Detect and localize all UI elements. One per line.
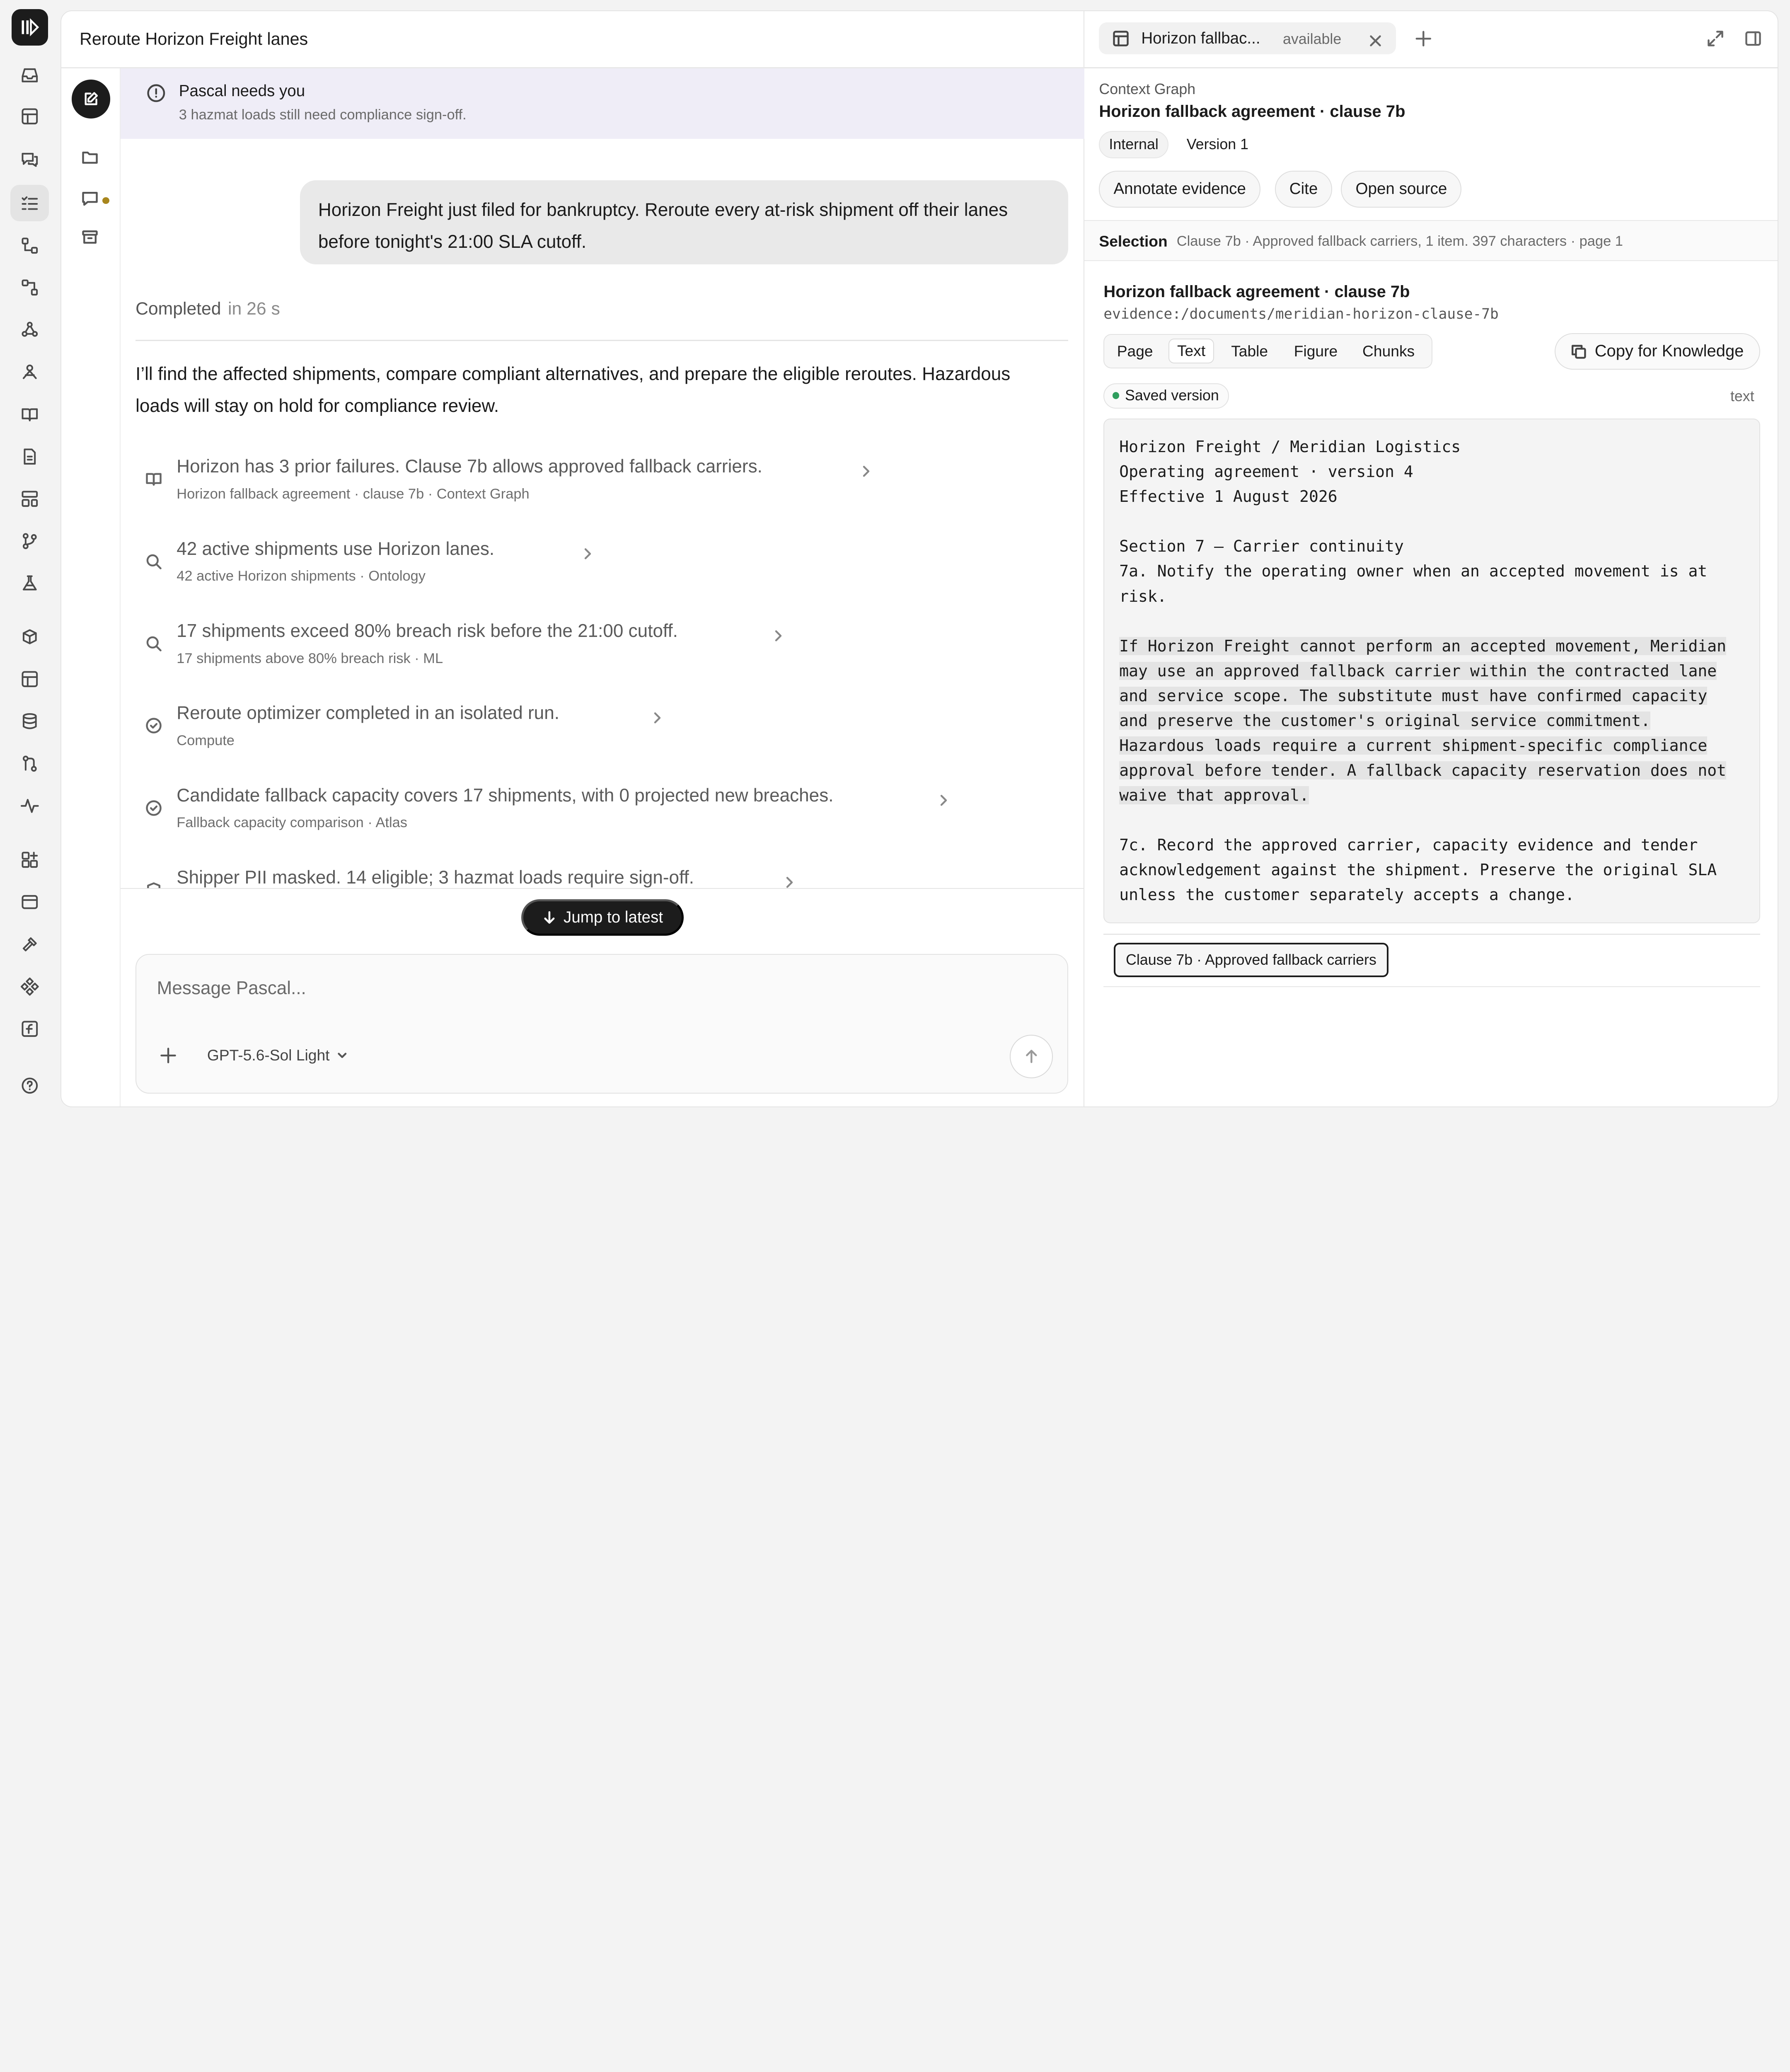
check-circle-icon [145,716,163,735]
chevron-right-icon [651,710,664,726]
hammer-icon [19,934,40,955]
document-line [1119,559,1744,583]
rail-monitoring[interactable] [10,788,49,824]
tab-status: available [1282,30,1342,47]
document-line [1119,833,1744,857]
collapse-panel-button[interactable] [1744,29,1762,48]
selection-summary: Clause 7b · Approved fallback carriers, 1 item. 397 characters · page 1 [1176,233,1623,249]
apps-icon [19,850,40,870]
panel-header-divider [1084,67,1779,68]
status-dot [1113,392,1120,399]
rail-knowledge[interactable] [10,396,49,433]
send-button[interactable] [1010,1035,1053,1078]
step-source: Horizon fallback agreement · clause 7b · Context Graph [177,486,530,502]
highlighted-clause-text: If Horizon Freight cannot perform an accepted movement, Meridian [1119,637,1727,655]
document-line [1119,484,1744,509]
rail-documents[interactable] [10,438,49,475]
view-tab-page[interactable]: Page [1117,342,1153,360]
copy-label: Copy for Knowledge [1594,342,1744,361]
document-line [1119,708,1744,733]
document-line [1119,584,1744,609]
highlighted-clause-text: and preserve the customer's original service commitment. [1119,711,1650,730]
rail-tasks[interactable] [10,185,49,221]
folder-icon [81,148,99,166]
clause-text: Section 7 — Carrier continuity [1119,537,1404,556]
format-label: text [1730,387,1754,404]
highlighted-clause-text: Hazardous loads require a current shipment-specific compliance [1119,736,1708,755]
view-tab-chunks[interactable]: Chunks [1362,342,1415,360]
new-conversation-button[interactable] [72,80,111,119]
clause-text: risk. [1119,587,1167,605]
document-line [1119,758,1744,783]
search-icon [145,634,163,653]
step-title: Shipper PII masked. 14 eligible; 3 hazmat loads require sign-off. [177,867,694,888]
rail-databases[interactable] [10,703,49,740]
step-title: Candidate fallback capacity covers 17 shipments, with 0 projected new breaches. [177,785,834,806]
agent-icon [19,362,40,382]
step-title: Horizon has 3 prior failures. Clause 7b allows approved fallback carriers. [177,456,762,477]
user-message: Horizon Freight just filed for bankruptcy. Reroute every at-risk shipment off their lanes before tonight's 21:00 SLA cutoff. [300,180,1068,265]
compose-icon [82,90,99,107]
view-tab-figure[interactable]: Figure [1294,342,1338,360]
document-line [1119,634,1744,658]
webhook-icon [19,320,40,340]
clause-text: unless the customer separately accepts a change. [1119,886,1575,904]
document-line [1119,882,1744,907]
close-icon [1369,34,1382,48]
plus-icon [159,1046,177,1065]
shield-icon [145,881,163,888]
book-icon [145,470,163,488]
evidence-panel [1084,11,1779,1108]
selected-reference-chip[interactable]: Clause 7b · Approved fallback carriers [1114,943,1388,977]
message-composer [135,954,1068,1093]
document-line [1119,683,1744,708]
highlighted-clause-text: and service scope. The substitute must have confirmed capacity [1119,686,1708,705]
document-line [1119,783,1744,808]
step-title: 42 active shipments use Horizon lanes. [177,538,495,559]
rail-apps[interactable] [10,842,49,878]
model-selector[interactable] [207,1046,348,1064]
rail-layout[interactable] [10,98,49,135]
view-switcher [1103,334,1432,368]
chevron-right-icon [772,628,785,644]
alert-circle-icon [146,83,167,104]
panel-tab[interactable] [1099,22,1396,54]
expand-panel-button[interactable] [1706,29,1725,48]
conversation-title: Reroute Horizon Freight lanes [80,29,308,48]
run-duration: in 26 s [228,299,280,319]
open-source-button[interactable]: Open source [1341,171,1461,207]
copy-icon [1571,344,1587,360]
tab-label: Horizon fallbac... [1141,29,1260,47]
tasks-icon [19,193,40,214]
run-status-label: Completed [135,299,221,319]
rail-packages[interactable] [10,619,49,655]
components-icon [19,976,40,997]
app-logo[interactable] [12,9,48,46]
step-title: Reroute optimizer completed in an isolated run. [177,703,559,724]
merge-icon [19,753,40,774]
workflow-icon [19,235,40,256]
document-path[interactable]: evidence:/documents/meridian-horizon-clause-7b [1103,305,1499,322]
document-line [1119,434,1744,459]
banner-title: Pascal needs you [179,82,305,100]
rail-branches[interactable] [10,523,49,559]
database-icon [19,711,40,732]
conversation-pane [61,11,1084,1108]
document-line [1119,609,1744,634]
conversation-rail [61,68,121,1108]
clause-text: 7c. Record the approved carrier, capacity evidence and tender [1119,836,1698,854]
activity-icon [19,796,40,816]
layout-icon [1112,29,1130,48]
main-card [60,10,1778,1108]
arrow-down-icon [542,910,557,925]
rail-pipelines[interactable] [10,269,49,306]
branch-icon [19,531,40,552]
document-line [1119,534,1744,559]
rail-webhooks[interactable] [10,312,49,348]
window-icon [19,892,40,913]
chevron-right-icon [859,463,873,479]
chevron-right-icon [937,792,951,808]
document-line [1119,509,1744,534]
document-line [1119,459,1744,484]
rail-browser[interactable] [10,884,49,920]
rail-tools[interactable] [10,926,49,962]
highlighted-clause-text: approval before tender. A fallback capacity reservation does not [1119,761,1727,779]
document-line [1119,733,1744,758]
highlighted-clause-text: waive that approval. [1119,786,1309,804]
rail-inbox[interactable] [10,57,49,94]
unread-indicator [102,197,109,204]
annotate-evidence-button[interactable]: Annotate evidence [1099,171,1260,207]
clause-text: 7a. Notify the operating owner when an accepted movement is at [1119,562,1708,581]
step-source: Compute [177,732,235,748]
clause-text: Operating agreement · version 4 [1119,462,1413,481]
rail-tables[interactable] [10,661,49,697]
rail-agents[interactable] [10,354,49,390]
rail-chats[interactable] [10,142,49,178]
logo-icon [19,17,40,38]
selection-label: Selection [1099,232,1168,250]
chats-icon [19,150,40,170]
rail-components[interactable] [10,968,49,1005]
rail-workflows[interactable] [10,227,49,264]
message-icon [81,189,99,208]
archive-icon [81,228,99,246]
reference-divider-bottom [1103,986,1760,988]
document-line [1119,808,1744,833]
expand-icon [1706,29,1725,48]
attach-button[interactable] [159,1046,180,1067]
document-text[interactable] [1103,419,1760,923]
saved-label: Saved version [1125,387,1219,404]
model-name: GPT-5.6-Sol Light [207,1046,330,1064]
step-title: 17 shipments exceed 80% breach risk before the 21:00 cutoff. [177,621,678,641]
app-rail [0,0,59,1119]
dashboard-icon [19,489,40,509]
view-tab-text[interactable]: Text [1168,339,1214,364]
copy-for-knowledge-button[interactable] [1555,333,1760,370]
clause-text: Horizon Freight / Meridian Logistics [1119,438,1461,456]
document-title: Horizon fallback agreement · clause 7b [1103,283,1410,301]
jump-label: Jump to latest [564,908,663,927]
document-icon [19,446,40,467]
scroll-divider [121,888,1084,889]
check-circle-icon [145,799,163,817]
package-search-icon [19,627,40,648]
status-divider [135,340,1068,341]
document-line [1119,857,1744,882]
inbox-icon [19,65,40,86]
jump-to-latest-button[interactable] [521,899,683,936]
attention-banner[interactable] [121,68,1084,139]
help-icon [19,1075,40,1096]
pipeline-icon [19,277,40,298]
rail-dashboards[interactable] [10,481,49,517]
chevron-right-icon [783,874,796,888]
selection-bar [1084,220,1779,261]
step-source: 17 shipments above 80% breach risk · ML [177,650,443,666]
chevron-right-icon [581,545,595,562]
clause-text: Effective 1 August 2026 [1119,487,1338,506]
document-line [1119,658,1744,683]
clause-text: acknowledgement against the shipment. Preserve the original SLA [1119,861,1717,879]
rail-help[interactable] [10,1067,49,1104]
sidebar-right-icon [1744,29,1762,48]
cite-button[interactable]: Cite [1275,171,1333,207]
saved-version-badge[interactable] [1103,383,1229,409]
step-source: Fallback capacity comparison · Atlas [177,815,407,831]
message-input[interactable] [157,978,956,999]
step-list-clip [121,856,1084,888]
function-icon [19,1019,40,1039]
close-tab-button[interactable] [1369,31,1382,45]
archive-button[interactable] [81,228,102,249]
context-source: Context Graph [1099,80,1196,97]
reference-divider-top [1103,934,1760,935]
highlighted-clause-text: may use an approved fallback carrier within the contracted lane [1119,661,1717,680]
rail-merges[interactable] [10,746,49,782]
table-icon [19,669,40,690]
arrow-up-icon [1023,1048,1040,1065]
layout-icon [19,106,40,127]
view-tab-table[interactable]: Table [1231,342,1268,360]
rail-functions[interactable] [10,1010,49,1047]
version-chip: Version 1 [1186,136,1249,153]
add-tab-button[interactable] [1415,31,1432,47]
run-status[interactable] [135,299,280,319]
plus-icon [1415,31,1432,47]
search-icon [145,552,163,571]
chevron-down-icon [336,1050,348,1061]
evidence-title: Horizon fallback agreement · clause 7b [1099,102,1405,121]
rail-experiments[interactable] [10,565,49,602]
step-source: 42 active Horizon shipments · Ontology [177,568,426,584]
messages-button[interactable] [81,189,102,210]
folders-button[interactable] [81,148,102,169]
visibility-chip: Internal [1099,131,1168,158]
book-icon [19,404,40,425]
banner-subtitle: 3 hazmat loads still need compliance sign-off. [179,107,467,123]
assistant-message: I’ll find the affected shipments, compare compliant alternatives, and prepare the eligible reroutes. Hazardous loads will stay on hold for compliance review. [135,364,1011,416]
flask-icon [19,573,40,594]
